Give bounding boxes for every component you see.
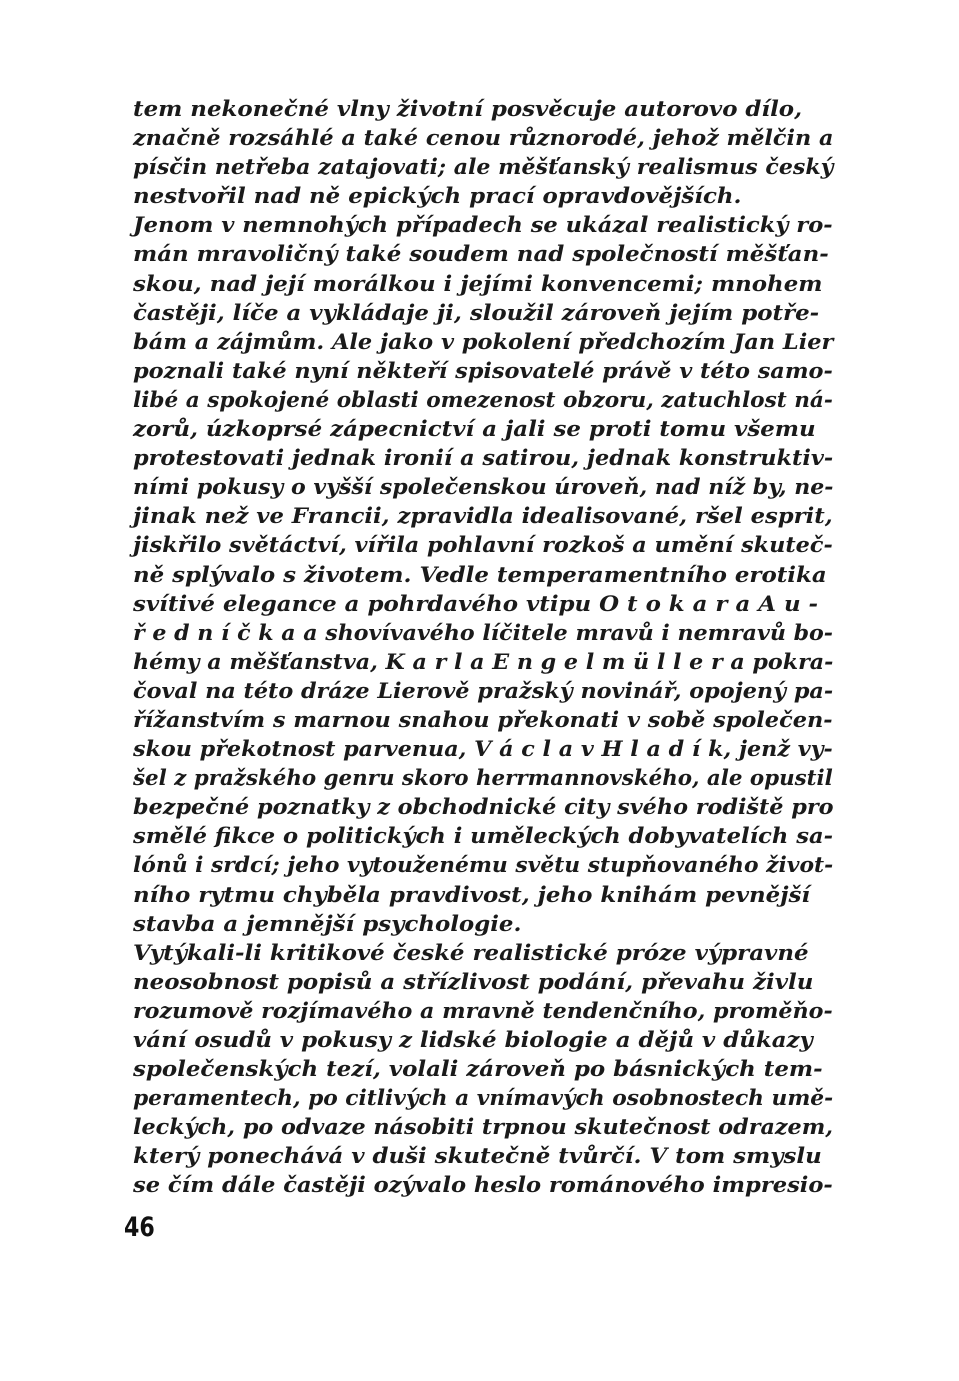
- text-line: bám a zájmům. Ale jako v pokolení předchozím Jan Lier: [133, 328, 834, 354]
- text-line: ního rytmu chyběla pravdivost, jeho knihám pevnější: [133, 881, 811, 907]
- text-line: bezpečné poznatky z obchodnické city svého rodiště pro: [133, 794, 834, 820]
- text-line: značně rozsáhlé a také cenou různorodé, jehož mělčin a: [133, 125, 834, 151]
- text-line: peramentech, po citlivých a vnímavých osobnostech umě-: [133, 1085, 834, 1111]
- text-line: stavba a jemnější psychologie.: [133, 910, 522, 936]
- text-line: libé a spokojené oblasti omezenost obzoru, zatuchlost ná-: [133, 386, 833, 412]
- text-line: společenských tezí, volali zároveň po básnických tem-: [133, 1056, 823, 1082]
- text-line: protestovati jednak ironií a satirou, jednak konstruktiv-: [133, 445, 834, 471]
- text-line: leckých, po odvaze násobiti trpnou skutečnost odrazem,: [133, 1114, 834, 1140]
- text-line: řížanstvím s marnou snahou překonati v sobě společen-: [133, 706, 833, 732]
- text-line: neosobnost popisů a střízlivost podání, převahu živlu: [133, 968, 814, 994]
- text-line: písčin netřeba zatajovati; ale měšťanský realismus český: [133, 154, 834, 180]
- text-line: rozumově rozjímavého a mravně tendenčního, proměňo-: [133, 997, 833, 1023]
- text-line: Vytýkali-li kritikové české realistické próze výpravné: [133, 939, 809, 965]
- text-line: ně splývalo s životem. Vedle temperamentního erotika: [133, 561, 827, 587]
- text-line: skou, nad její morálkou i jejími konvencemi; mnohem: [133, 270, 823, 296]
- text-line: skou překotnost parvenua, V á c l a v H l a d í k, jenž vy-: [133, 736, 833, 762]
- text-line: ními pokusy o vyšší společenskou úroveň, nad níž by, ne-: [133, 474, 834, 500]
- text-line: se čím dále častěji ozývalo heslo románového impresio-: [133, 1172, 833, 1198]
- text-line: svítivé elegance a pohrdavého vtipu O t o k a r a A u -: [133, 590, 819, 616]
- text-line: čoval na této dráze Lierově pražský novinář, opojený pa-: [133, 677, 834, 703]
- text-line: vání osudů v pokusy z lidské biologie a dějů v důkazy: [133, 1027, 813, 1052]
- text-line: smělé fikce o politických i uměleckých dobyvatelích sa-: [133, 823, 834, 849]
- body-text: [133, 94, 833, 1200]
- text-line: jinak než ve Francii, zpravidla idealisované, ršel esprit,: [133, 503, 833, 529]
- text-line: nestvořil nad ně epických prací opravdovějších.: [133, 183, 742, 209]
- text-line: poznali také nyní někteří spisovatelé právě v této samo-: [133, 357, 833, 383]
- text-line: zorů, úzkoprsé zápecnictví a jali se proti tomu všemu: [133, 416, 816, 442]
- text-line: častěji, líče a vykládaje ji, sloužil zároveň jejím potře-: [133, 299, 820, 325]
- text-line: hémy a měšťanstva, K a r l a E n g e l m ü l l e r a pokra-: [133, 648, 834, 674]
- text-line: tem nekonečné vlny životní posvěcuje autorovo dílo,: [133, 96, 803, 121]
- text-line: Jenom v nemnohých případech se ukázal realistický ro-: [133, 212, 833, 238]
- text-line: který ponechává v duši skutečně tvůrčí. V tom smyslu: [133, 1143, 822, 1169]
- text-line: ř e d n í č k a a shovívavého líčitele mravů i nemravů bo-: [133, 619, 833, 645]
- text-line: jiskřilo světáctví, vířila pohlavní rozkoš a umění skuteč-: [133, 532, 833, 558]
- text-line: šel z pražského genru skoro herrmannovského, ale opustil: [133, 765, 833, 791]
- text-line: lónů i srdcí; jeho vytouženému světu stupňovaného život-: [133, 852, 834, 878]
- page-number: 46: [124, 1212, 155, 1243]
- text-line: mán mravoličný také soudem nad společností měšťan-: [133, 241, 829, 267]
